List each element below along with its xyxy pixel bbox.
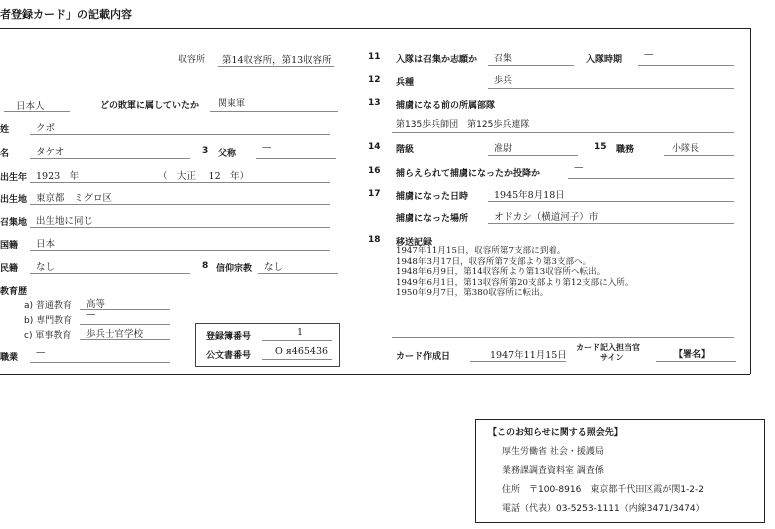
religion-label: 信仰宗教 bbox=[216, 264, 253, 274]
capture-place-label: 捕虜になった場所 bbox=[396, 214, 469, 224]
birth-year-label: 出生年 bbox=[0, 173, 28, 183]
contact-address: 住所 〒100-8916 東京都千代田区霞が関1-2-2 bbox=[502, 485, 705, 495]
item-15-number: 15 bbox=[594, 142, 607, 152]
officer-label-line2: サイン bbox=[600, 353, 624, 362]
army-underline bbox=[210, 111, 338, 112]
capture-type-underline bbox=[568, 178, 734, 179]
post-value: 小隊長 bbox=[672, 144, 700, 154]
branch-value: 歩兵 bbox=[494, 76, 513, 86]
capture-date-underline bbox=[488, 201, 734, 202]
nation-label: 国籍 bbox=[0, 241, 19, 251]
rank-label: 階級 bbox=[396, 145, 415, 155]
education-c-label: c) 軍事教育 bbox=[24, 331, 72, 341]
rank-underline bbox=[488, 155, 578, 156]
draft-place-underline bbox=[30, 227, 330, 228]
enlist-time-label: 入隊時期 bbox=[586, 55, 623, 65]
ethnic-label: 民籍 bbox=[0, 264, 19, 274]
capture-type-label: 捕らえられて捕虜になったか投降か bbox=[396, 169, 541, 179]
card-date-value: 1947年11月15日 bbox=[490, 350, 567, 361]
signature-value: 【署名】 bbox=[674, 350, 711, 360]
transfer-record-line: 1949年6月1日，第13収容所第20支部より第12支部に入所。 bbox=[396, 277, 634, 288]
camp-label: 収容所 bbox=[178, 55, 206, 65]
education-c-underline bbox=[80, 339, 170, 340]
birthplace-value: 東京都 ミグロ区 bbox=[36, 193, 113, 204]
capture-place-underline bbox=[488, 223, 734, 224]
document-number-label: 公文書番号 bbox=[206, 351, 252, 361]
post-underline bbox=[664, 155, 734, 156]
nationality-short-underline bbox=[4, 111, 70, 112]
contact-office: 業務課調査資料室 調査係 bbox=[502, 466, 604, 476]
document-number-value: О я465436 bbox=[275, 346, 329, 357]
birth-era-value: （ 大正 12 年） bbox=[158, 171, 250, 182]
contact-heading: 【このお知らせに関する照会先】 bbox=[488, 428, 623, 438]
item-12-number: 12 bbox=[368, 75, 381, 85]
religion-value: なし bbox=[264, 262, 284, 273]
document-number-underline bbox=[262, 359, 332, 360]
capture-date-value: 1945年8月18日 bbox=[494, 190, 565, 201]
item-13-number: 13 bbox=[368, 98, 381, 108]
birth-year-underline bbox=[30, 182, 330, 183]
religion-number: 8 bbox=[202, 261, 209, 271]
officer-label-line1: カード記入担当官 bbox=[576, 343, 640, 352]
branch-label: 兵種 bbox=[396, 78, 415, 88]
draft-place-label: 召集地 bbox=[0, 218, 28, 228]
registry-number-underline bbox=[262, 340, 332, 341]
given-name-underline bbox=[30, 158, 190, 159]
enlist-type-value: 召集 bbox=[494, 54, 513, 64]
transfer-record-list bbox=[396, 246, 634, 299]
surname-underline bbox=[30, 134, 330, 135]
birthplace-underline bbox=[30, 204, 330, 205]
item-11-number: 11 bbox=[368, 52, 381, 62]
enlist-time-underline bbox=[638, 65, 734, 66]
education-label: 教育歴 bbox=[0, 287, 28, 297]
birthplace-label: 出生地 bbox=[0, 195, 28, 205]
nationality-short-value: 日本人 bbox=[16, 101, 45, 112]
page-title: 者登録カード」の記載内容 bbox=[0, 8, 132, 21]
education-a-value: 高等 bbox=[86, 299, 106, 310]
transfer-record-line: 1950年9月7日，第380収容所に転出。 bbox=[396, 288, 549, 299]
surname-label: 姓 bbox=[0, 125, 10, 135]
contact-ministry: 厚生労働省 社会・援護局 bbox=[502, 447, 604, 457]
father-value: — bbox=[262, 142, 272, 153]
unit-underline bbox=[392, 132, 734, 133]
occupation-value: — bbox=[36, 347, 46, 358]
religion-underline bbox=[258, 273, 338, 274]
nation-value: 日本 bbox=[36, 239, 56, 250]
father-underline bbox=[256, 158, 336, 159]
education-c-value: 歩兵士官学校 bbox=[86, 329, 144, 340]
ethnic-underline bbox=[30, 273, 190, 274]
card-date-underline bbox=[470, 361, 566, 362]
item-14-number: 14 bbox=[368, 142, 381, 152]
camp-underline bbox=[218, 66, 334, 67]
transfer-label: 移送記録 bbox=[396, 238, 433, 248]
education-a-label: a) 普通教育 bbox=[24, 301, 72, 311]
contact-phone: 電話（代表）03-5253-1111（内線3471/3474） bbox=[502, 504, 705, 514]
army-label: どの敗軍に属していたか bbox=[100, 101, 200, 111]
father-number: 3 bbox=[202, 146, 209, 156]
form-bottom-border bbox=[0, 374, 750, 375]
signature-underline bbox=[656, 361, 736, 362]
form-right-border bbox=[750, 28, 751, 374]
enlist-time-value: — bbox=[644, 49, 654, 60]
capture-place-value: オドカシ（横道河子）市 bbox=[494, 212, 599, 223]
form-top-border bbox=[0, 28, 750, 29]
ethnic-value: なし bbox=[36, 262, 56, 273]
enlist-type-label: 入隊は召集か志願か bbox=[396, 55, 478, 65]
education-b-value: — bbox=[86, 309, 96, 320]
education-b-label: b) 専門教育 bbox=[24, 316, 73, 326]
unit-value: 第135歩兵師団 第125歩兵連隊 bbox=[396, 120, 530, 130]
father-label: 父称 bbox=[218, 149, 237, 159]
transfer-record-line: 1947年11月15日，収容所第7支部に到着。 bbox=[396, 246, 566, 256]
item-18-number: 18 bbox=[368, 235, 381, 245]
unit-label: 捕虜になる前の所属部隊 bbox=[396, 101, 496, 111]
enlist-type-underline bbox=[488, 65, 574, 66]
draft-place-value: 出生地に同じ bbox=[36, 216, 94, 227]
item-17-number: 17 bbox=[368, 189, 381, 199]
camp-value: 第14収容所，第13収容所 bbox=[222, 55, 332, 66]
transfer-record-line: 1948年3月17日，収容所第7支部より第3支部へ。 bbox=[396, 256, 592, 267]
nation-underline bbox=[30, 250, 330, 251]
army-value: 関東軍 bbox=[218, 99, 246, 109]
branch-underline bbox=[488, 88, 734, 89]
card-date-label: カード作成日 bbox=[396, 352, 451, 362]
given-name-value: タケオ bbox=[36, 147, 65, 158]
post-label: 職務 bbox=[616, 145, 635, 155]
birth-year-value: 1923 年 bbox=[36, 171, 80, 182]
registry-number-label: 登録簿番号 bbox=[206, 332, 252, 342]
transfer-record-line: 1948年6月9日，第14収容所より第13収容所へ転出。 bbox=[396, 267, 606, 278]
occupation-label: 職業 bbox=[0, 353, 19, 363]
given-name-label: 名 bbox=[0, 149, 10, 159]
rank-value: 准尉 bbox=[494, 144, 513, 154]
item-16-number: 16 bbox=[368, 166, 381, 176]
capture-type-value: — bbox=[574, 162, 584, 173]
registry-number-value: 1 bbox=[297, 327, 304, 338]
education-b-underline bbox=[80, 324, 170, 325]
transfer-underline bbox=[392, 337, 734, 338]
capture-date-label: 捕虜になった日時 bbox=[396, 192, 469, 202]
occupation-underline bbox=[30, 362, 170, 363]
surname-value: クボ bbox=[36, 123, 56, 134]
